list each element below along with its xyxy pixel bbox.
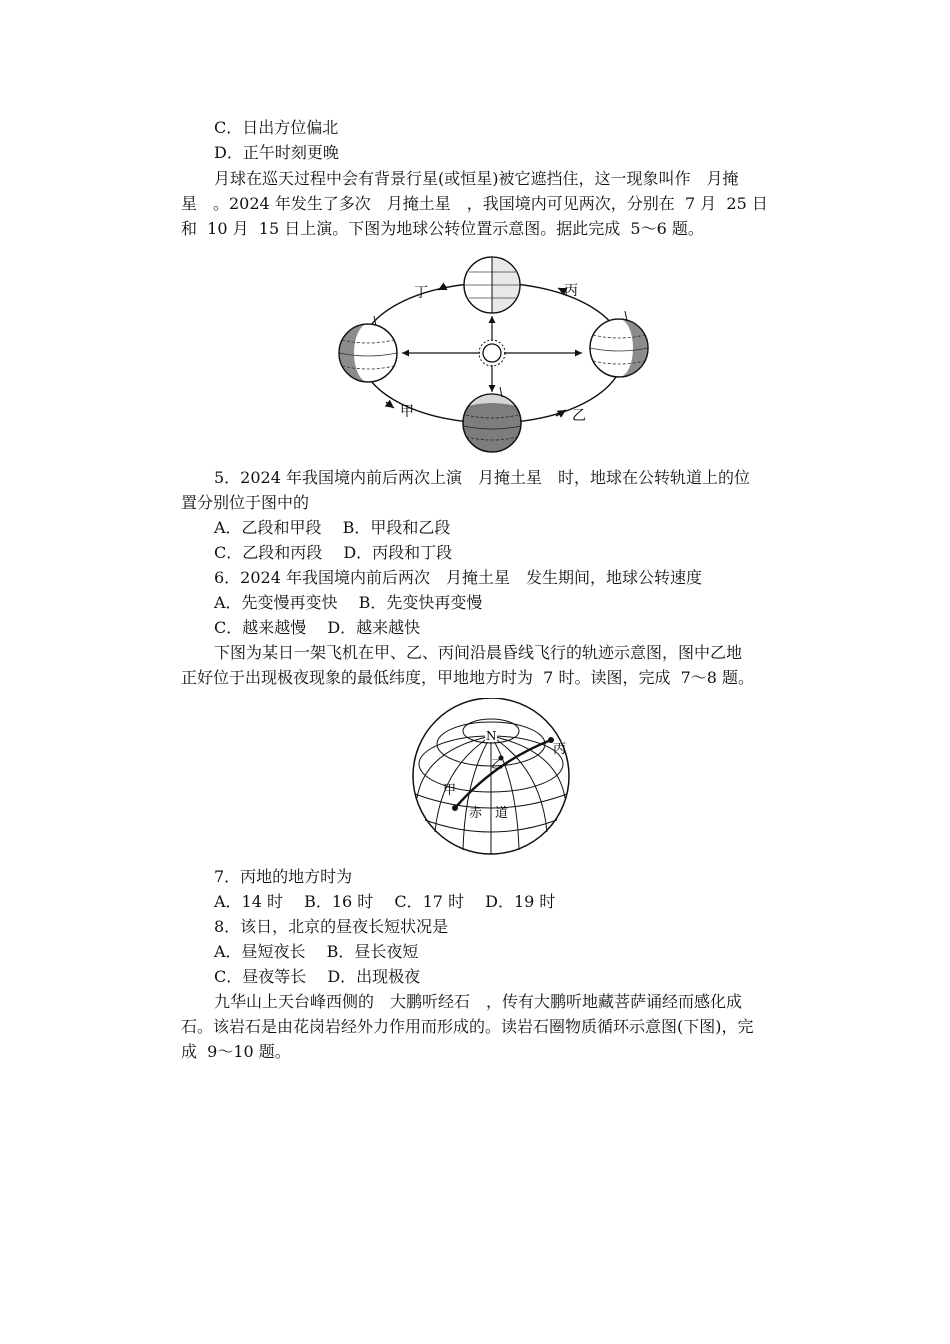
label-yi-2: 乙 xyxy=(491,757,504,771)
passage2-line2: 正好位于出现极夜现象的最低纬度，甲地地方时为 7 时。读图，完成 7～8 题。 xyxy=(181,668,755,687)
passage1-line2: 星 。2024 年发生了多次 月掩土星 ，我国境内可见两次，分别在 7 月 25 日 xyxy=(181,194,768,213)
q4-option-c: C．日出方位偏北 xyxy=(214,118,339,137)
passage3-line2: 石。该岩石是由花岗岩经外力作用而形成的。读岩石圈物质循环示意图(下图)，完 xyxy=(181,1017,754,1036)
q5-stem-line1: 5．2024 年我国境内前后两次上演 月掩土星 时，地球在公转轨道上的位 xyxy=(214,468,750,487)
passage2-line1: 下图为某日一架飞机在甲、乙、丙间沿晨昏线飞行的轨迹示意图，图中乙地 xyxy=(214,643,743,662)
label-bing: 丙 xyxy=(564,283,578,299)
earth-right-icon xyxy=(590,311,648,377)
q6-options-ab: A．先变慢再变快 B．先变快再变慢 xyxy=(214,593,483,612)
earth-top-icon xyxy=(464,257,520,313)
q8-stem: 8．该日，北京的昼夜长短状况是 xyxy=(214,917,449,936)
q4-option-d: D．正午时刻更晚 xyxy=(214,143,339,162)
label-jia: 甲 xyxy=(400,404,414,420)
label-yi: 乙 xyxy=(572,408,586,424)
passage3-line1: 九华山上天台峰西侧的 大鹏听经石 ，传有大鹏听地藏菩萨诵经而感化成 xyxy=(214,992,743,1011)
label-jia-2: 甲 xyxy=(443,783,457,798)
q5-stem-line2: 置分别位于图中的 xyxy=(181,493,310,512)
q8-options-ab: A．昼短夜长 B．昼长夜短 xyxy=(214,942,419,961)
q7-stem: 7．丙地的地方时为 xyxy=(214,867,353,886)
q5-options-cd: C．乙段和丙段 D．丙段和丁段 xyxy=(214,543,453,562)
label-bing-2: 丙 xyxy=(553,742,567,757)
label-n: N xyxy=(486,729,497,743)
q5-options-ab: A．乙段和甲段 B．甲段和乙段 xyxy=(214,518,451,537)
passage1-line3: 和 10 月 15 日上演。下图为地球公转位置示意图。据此完成 5～6 题。 xyxy=(181,219,704,238)
passage1-line1: 月球在巡天过程中会有背景行星(或恒星)被它遮挡住，这一现象叫作 月掩 xyxy=(214,169,739,188)
passage3-line3: 成 9～10 题。 xyxy=(181,1042,291,1061)
earth-orbit-diagram xyxy=(330,250,650,456)
label-ding: 丁 xyxy=(414,285,428,301)
q7-options: A．14 时 B．16 时 C．17 时 D．19 时 xyxy=(214,892,556,911)
earth-bottom-icon xyxy=(463,387,521,452)
q8-options-cd: C．昼夜等长 D．出现极夜 xyxy=(214,967,421,986)
q6-stem: 6．2024 年我国境内前后两次 月掩土星 发生期间，地球公转速度 xyxy=(214,568,702,587)
q6-options-cd: C．越来越慢 D．越来越快 xyxy=(214,618,421,637)
sun-icon xyxy=(479,340,505,366)
label-equator: 赤 道 xyxy=(469,806,509,821)
earth-left-icon xyxy=(339,316,397,382)
globe-flight-diagram xyxy=(405,698,577,858)
